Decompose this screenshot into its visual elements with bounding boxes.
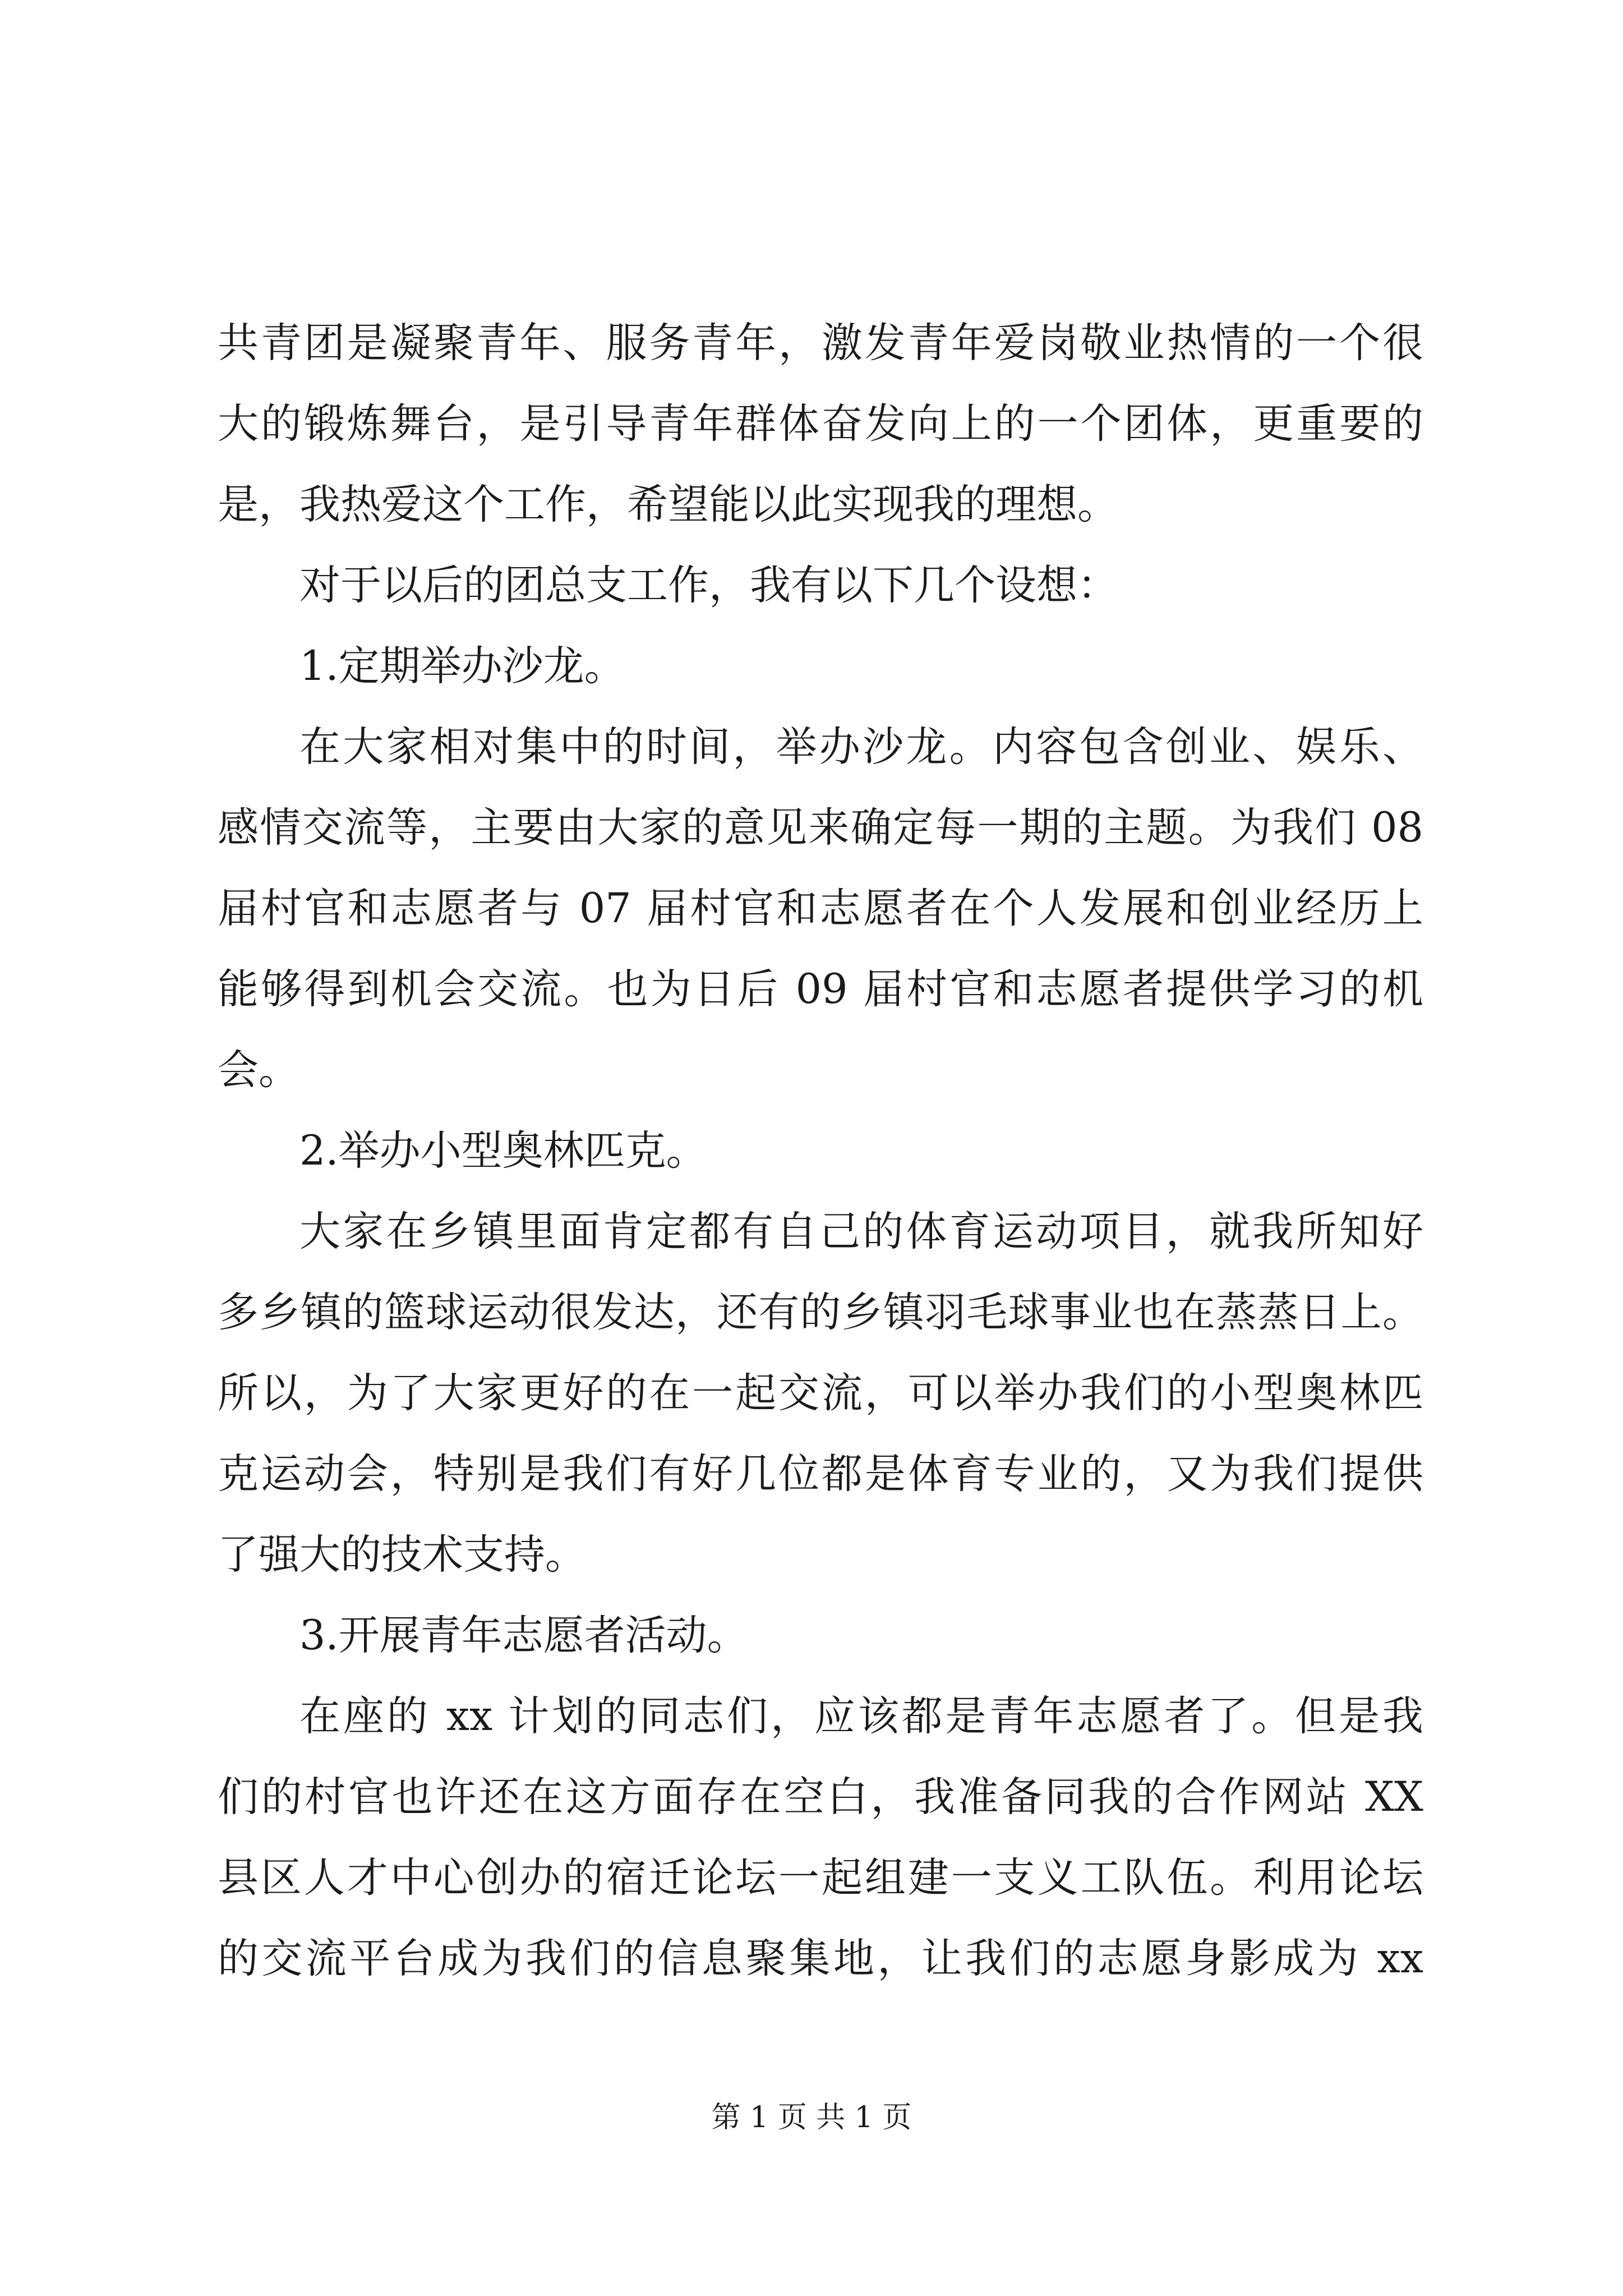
text-line: 们的村官也许还在这方面存在空白，我准备同我的合作网站 XX (218, 1773, 1423, 1821)
page-footer (0, 2098, 1623, 2137)
text-line: 会。 (218, 1046, 299, 1094)
list-heading: 3.开展青年志愿者活动。 (299, 1612, 748, 1659)
text-line: 多乡镇的篮球运动很发达，还有的乡镇羽毛球事业也在蒸蒸日上。 (218, 1289, 1423, 1336)
list-heading: 1.定期举办沙龙。 (299, 642, 625, 690)
text-line: 的交流平台成为我们的信息聚集地，让我们的志愿身影成为 xx (218, 1935, 1423, 1982)
text-line: 县区人才中心创办的宿迁论坛一起组建一支义工队伍。利用论坛 (218, 1854, 1423, 1902)
list-heading: 2.举办小型奥林匹克。 (299, 1127, 707, 1175)
text-line: 在座的 xx 计划的同志们，应该都是青年志愿者了。但是我 (299, 1692, 1423, 1740)
text-line: 大家在乡镇里面肯定都有自己的体育运动项目，就我所知好 (299, 1208, 1423, 1255)
text-line: 能够得到机会交流。也为日后 09 届村官和志愿者提供学习的机 (218, 965, 1423, 1013)
page-number-label: 第 1 页 共 1 页 (711, 2101, 912, 2134)
text-line: 在大家相对集中的时间，举办沙龙。内容包含创业、娱乐、 (299, 723, 1423, 771)
text-line: 克运动会，特别是我们有好几位都是体育专业的，又为我们提供 (218, 1450, 1423, 1498)
text-line: 共青团是凝聚青年、服务青年，激发青年爱岗敬业热情的一个很 (218, 319, 1423, 367)
text-line: 是，我热爱这个工作，希望能以此实现我的理想。 (218, 481, 1118, 528)
text-line: 对于以后的团总支工作，我有以下几个设想： (299, 562, 1118, 609)
text-line: 大的锻炼舞台，是引导青年群体奋发向上的一个团体，更重要的 (218, 400, 1423, 448)
text-line: 届村官和志愿者与 07 届村官和志愿者在个人发展和创业经历上 (218, 885, 1423, 932)
text-line: 了强大的技术支持。 (218, 1531, 586, 1579)
text-line: 所以，为了大家更好的在一起交流，可以举办我们的小型奥林匹 (218, 1369, 1423, 1417)
document-body (218, 303, 1423, 1999)
text-line: 感情交流等，主要由大家的意见来确定每一期的主题。为我们 08 (218, 804, 1423, 852)
